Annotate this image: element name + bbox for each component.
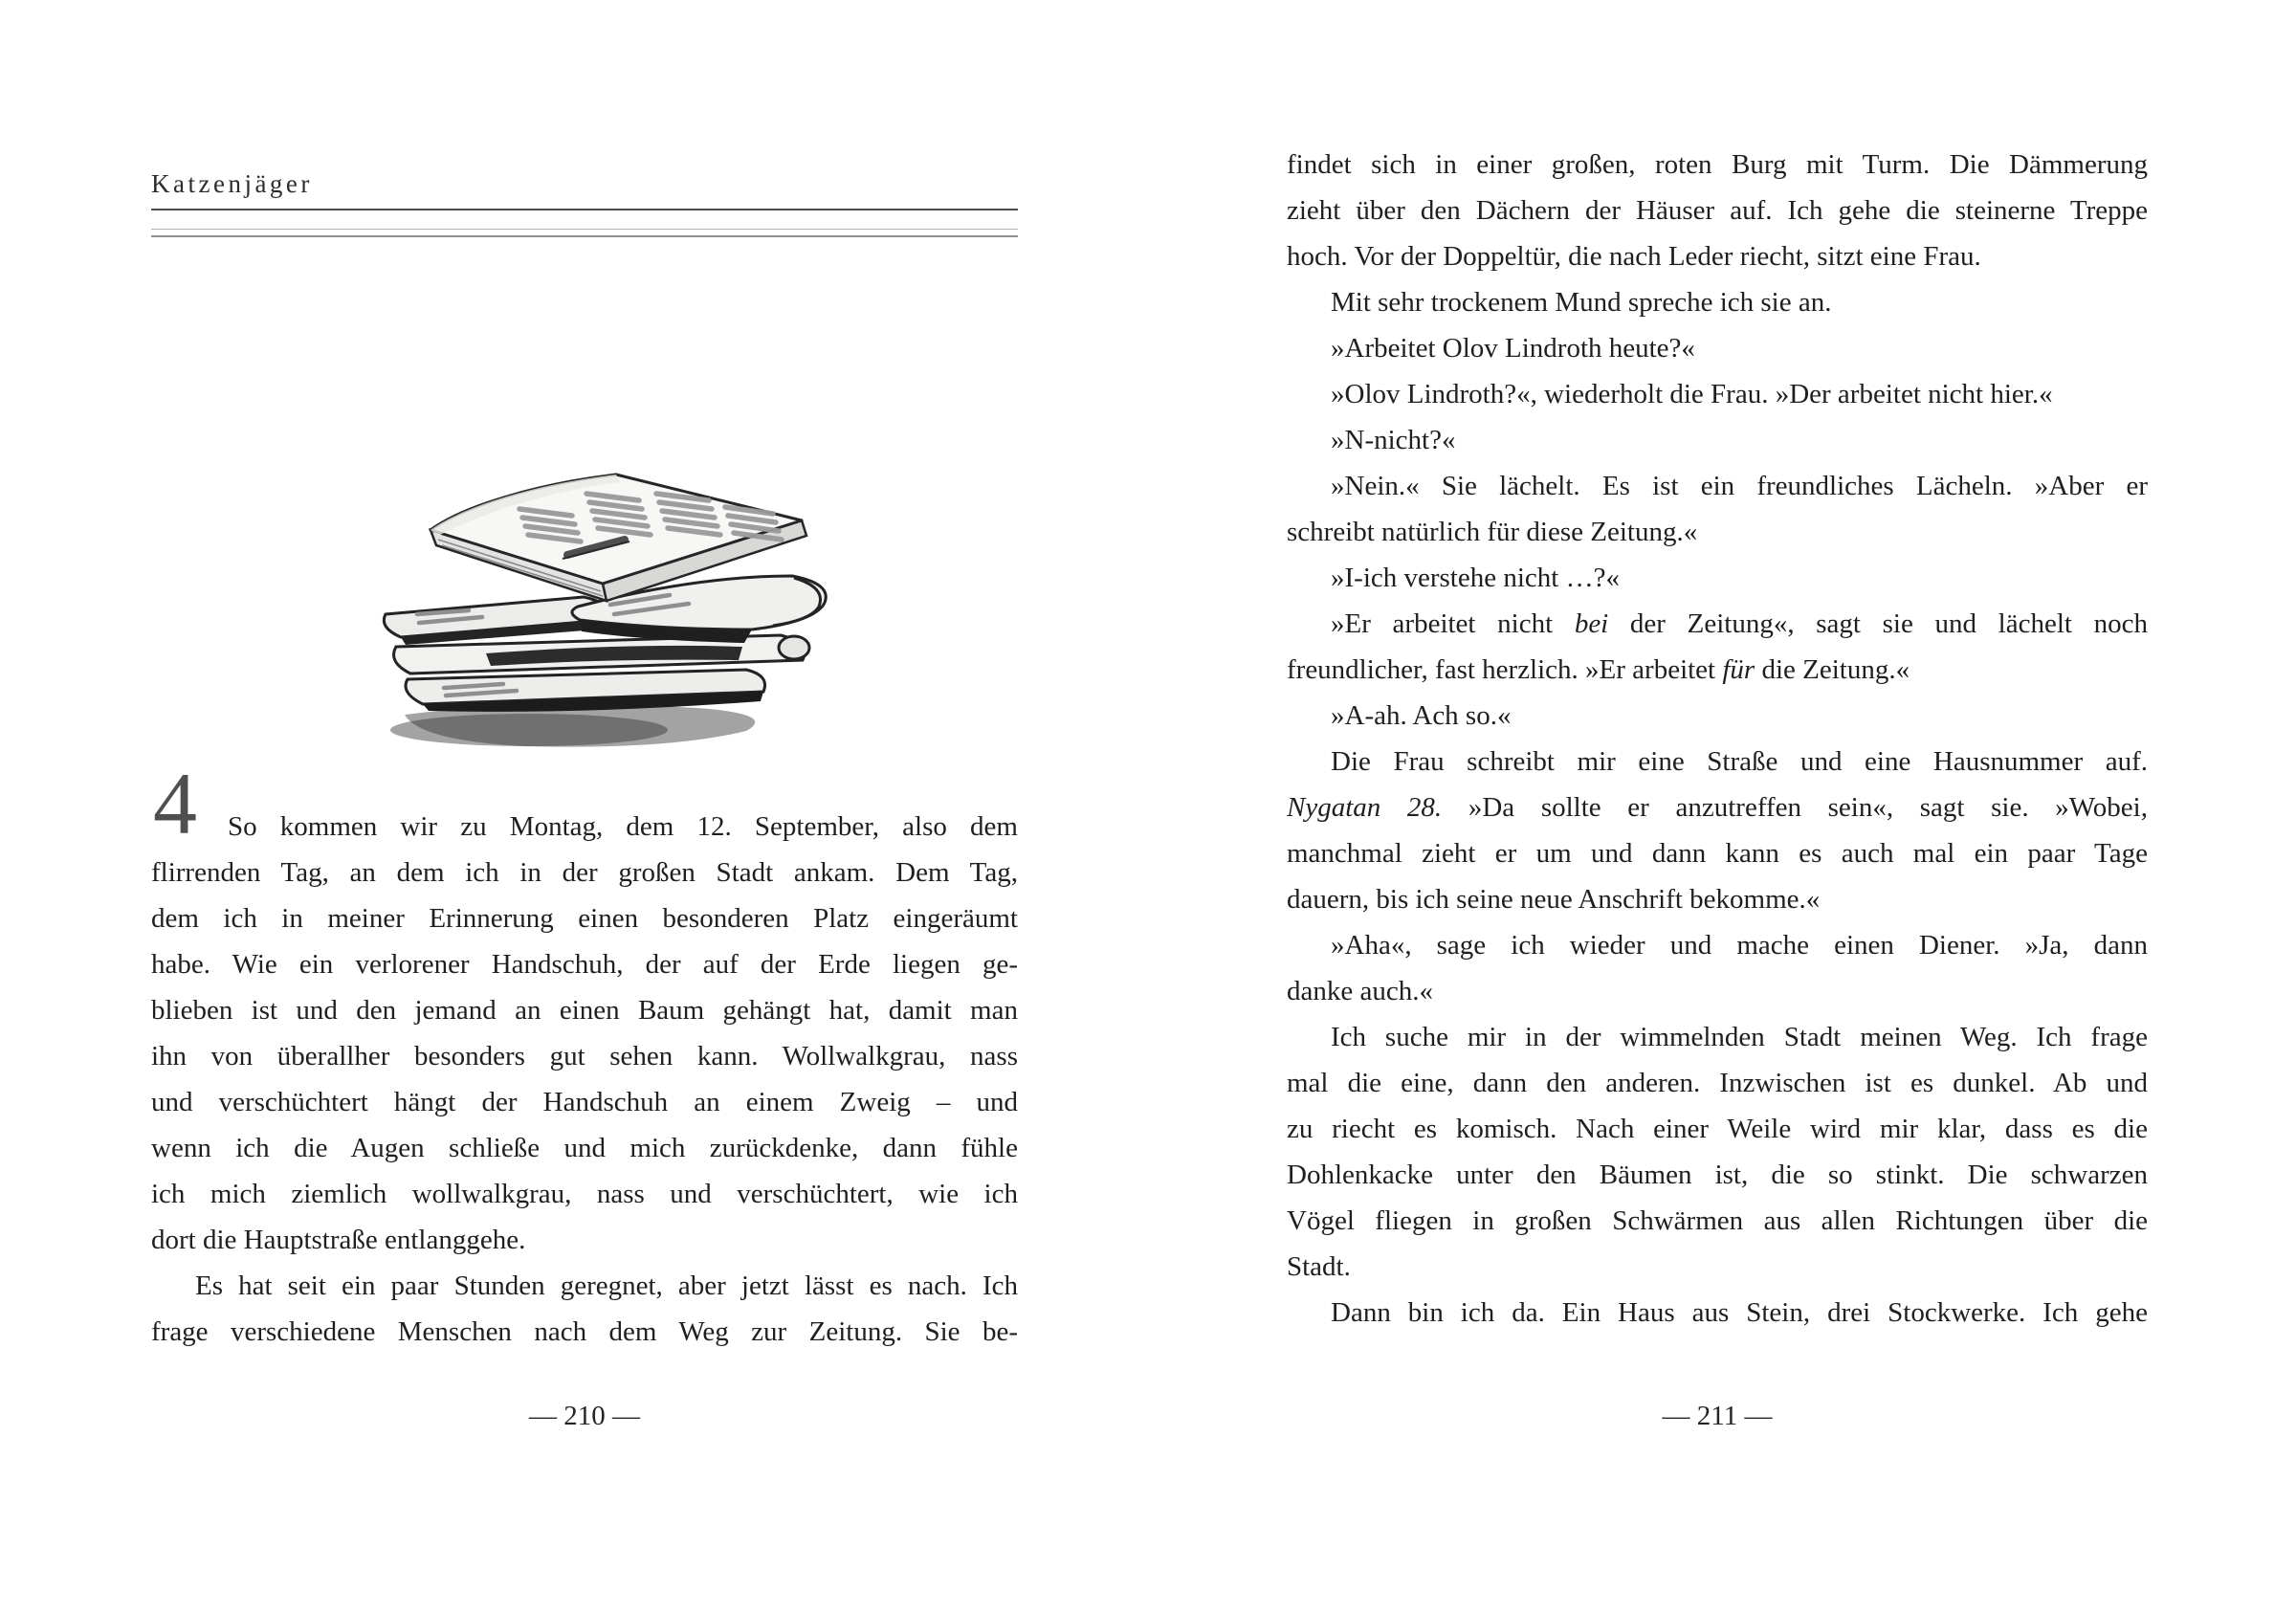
text-line: dort die Hauptstraße entlanggehe.	[151, 1225, 526, 1255]
text-line: freundlicher, fast herzlich. »Er arbeitet für die Zeitung.«	[1287, 654, 1910, 685]
text-line: zu riecht es komisch. Nach einer Weile wird mir klar, dass es die	[1287, 1114, 2148, 1144]
page-number-right: — 211 —	[1662, 1401, 1773, 1431]
newspaper-stack-illustration	[295, 432, 869, 767]
newspaper-layer-4	[394, 635, 809, 674]
text-line: habe. Wie ein verlorener Handschuh, der auf der Erde liegen ge-	[151, 949, 1018, 980]
text-line: »Nein.« Sie lächelt. Es ist ein freundliches Lächeln. »Aber er	[1331, 471, 2148, 501]
text-line: »Arbeitet Olov Lindroth heute?«	[1331, 333, 1695, 364]
text-line: Nygatan 28. »Da sollte er anzutreffen sein«, sagt sie. »Wobei,	[1287, 792, 2148, 823]
chapter-number: 4	[153, 755, 197, 852]
text-line: schreibt natürlich für diese Zeitung.«	[1287, 517, 1698, 547]
text-line: Vögel fliegen in großen Schwärmen aus allen Richtungen über die	[1287, 1205, 2148, 1236]
text-line: Stadt.	[1287, 1251, 1351, 1282]
text-line: »Aha«, sage ich wieder und mache einen Diener. »Ja, dann	[1331, 930, 2148, 961]
text-line: manchmal zieht er um und dann kann es auch mal ein paar Tage	[1287, 838, 2148, 869]
text-line: Dann bin ich da. Ein Haus aus Stein, drei Stockwerke. Ich gehe	[1331, 1297, 2148, 1328]
text-line: Dohlenkacke unter den Bäumen ist, die so stinkt. Die schwarzen	[1287, 1160, 2148, 1190]
text-line: hoch. Vor der Doppeltür, die nach Leder riecht, sitzt eine Frau.	[1287, 241, 1981, 272]
text-line: dauern, bis ich seine neue Anschrift bekomme.«	[1287, 884, 1821, 915]
text-line: Ich suche mir in der wimmelnden Stadt meinen Weg. Ich frage	[1331, 1022, 2148, 1052]
header-rule-medium	[151, 235, 1018, 237]
newspaper-layer-bottom	[406, 670, 765, 712]
text-line: ihn von überallher besonders gut sehen kann. Wollwalkgrau, nass	[151, 1041, 1018, 1072]
text-line: »N-nicht?«	[1331, 425, 1456, 455]
text-line: »I-ich verstehe nicht …?«	[1331, 563, 1620, 593]
page-number-left: — 210 —	[529, 1401, 640, 1431]
body-text-right	[1287, 142, 2148, 1336]
text-line: Es hat seit ein paar Stunden geregnet, aber jetzt lässt es nach. Ich	[195, 1271, 1018, 1301]
text-line: Mit sehr trockenem Mund spreche ich sie an.	[1331, 287, 1832, 318]
text-line: dem ich in meiner Erinnerung einen besonderen Platz eingeräumt	[151, 903, 1018, 934]
text-line: So kommen wir zu Montag, dem 12. September, also dem	[228, 811, 1018, 842]
page-left	[151, 0, 1018, 1613]
text-line: danke auch.«	[1287, 976, 1433, 1006]
text-line: »A-ah. Ach so.«	[1331, 700, 1512, 731]
text-line: flirrenden Tag, an dem ich in der großen Stadt ankam. Dem Tag,	[151, 857, 1018, 888]
body-text-left	[151, 804, 1018, 1355]
text-line: findet sich in einer großen, roten Burg mit Turm. Die Dämmerung	[1287, 149, 2148, 180]
text-line: ich mich ziemlich wollwalkgrau, nass und verschüchtert, wie ich	[151, 1179, 1018, 1209]
page-right	[1287, 0, 2148, 1613]
text-line: »Er arbeitet nicht bei der Zeitung«, sagt sie und lächelt noch	[1331, 608, 2148, 639]
text-line: Die Frau schreibt mir eine Straße und eine Hausnummer auf.	[1331, 746, 2148, 777]
text-line: »Olov Lindroth?«, wiederholt die Frau. »Der arbeitet nicht hier.«	[1331, 379, 2053, 409]
text-line: zieht über den Dächern der Häuser auf. Ich gehe die steinerne Treppe	[1287, 195, 2148, 226]
header-rule-thick	[151, 209, 1018, 210]
newspaper-layer-3	[384, 597, 608, 645]
header-rule-thin	[151, 229, 1018, 230]
text-line: blieben ist und den jemand an einen Baum gehängt hat, damit man	[151, 995, 1018, 1026]
newspaper-stack-drawing	[295, 432, 869, 767]
text-line: mal die eine, dann den anderen. Inzwischen ist es dunkel. Ab und	[1287, 1068, 2148, 1098]
text-line: und verschüchtert hängt der Handschuh an einem Zweig – und	[151, 1087, 1018, 1117]
running-header: Katzenjäger	[151, 169, 313, 198]
text-line: wenn ich die Augen schließe und mich zurückdenke, dann fühle	[151, 1133, 1018, 1163]
text-line: frage verschiedene Menschen nach dem Weg zur Zeitung. Sie be-	[151, 1316, 1018, 1347]
